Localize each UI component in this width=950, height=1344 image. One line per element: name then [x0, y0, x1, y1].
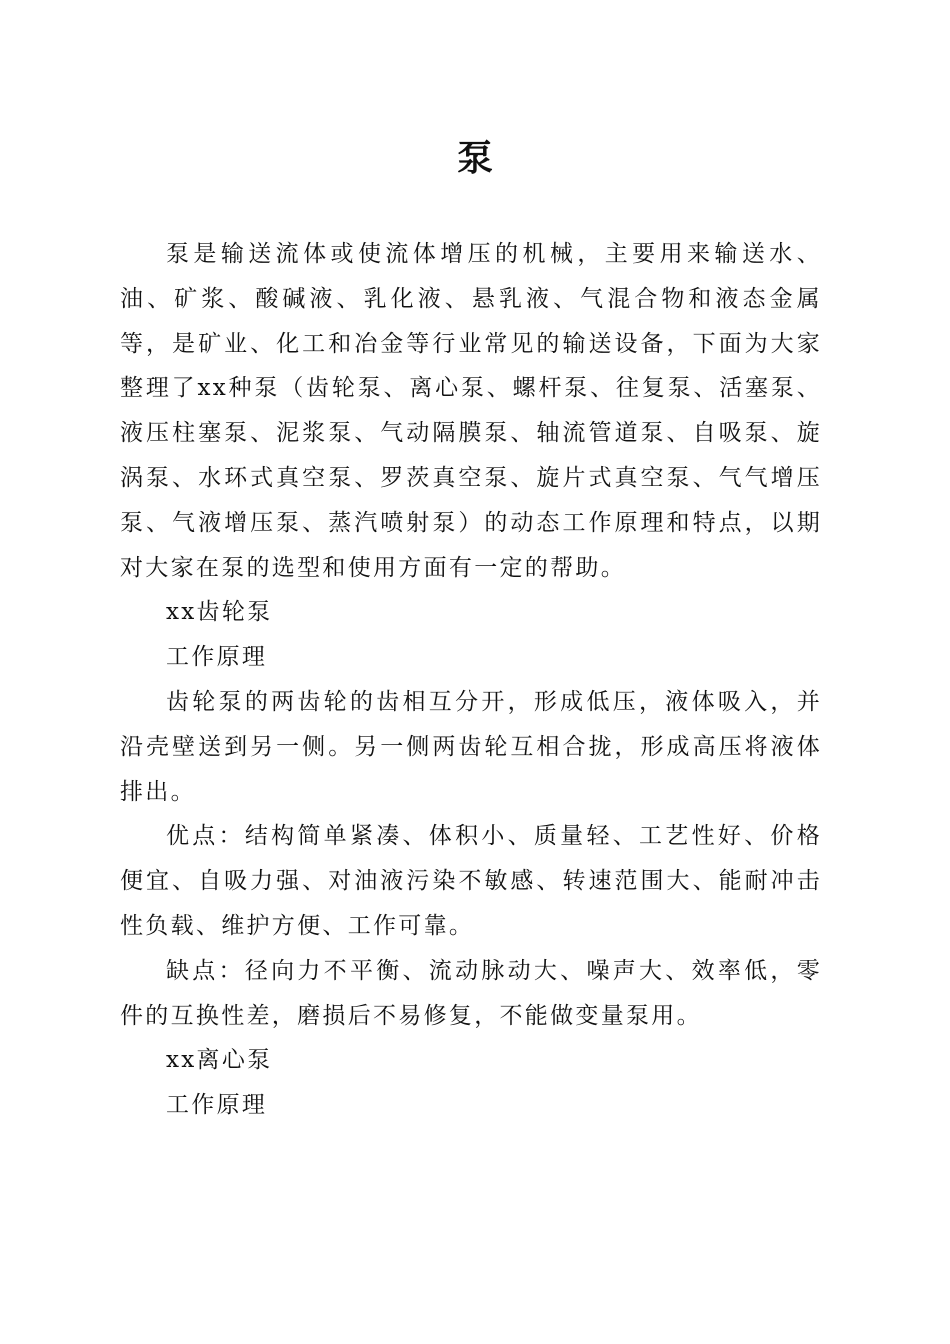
gear-pump-principle-paragraph: 齿轮泵的两齿轮的齿相互分开，形成低压，液体吸入，并沿壳壁送到另一侧。另一侧两齿轮互相合拢，形成高压将液体排出。	[120, 688, 822, 805]
intro-paragraph: 泵是输送流体或使流体增压的机械，主要用来输送水、油、矿浆、酸碱液、乳化液、悬乳液、气混合物和液态金属等，是矿业、化工和冶金等行业常见的输送设备，下面为大家整理了xx种泵（齿轮泵、离心泵、螺杆泵、往复泵、活塞泵、液压柱塞泵、泥浆泵、气动隔膜泵、轴流管道泵、自吸泵、旋涡泵、水环式真空泵、罗茨真空泵、旋片式真空泵、气气增压泵、气液增压泵、蒸汽喷射泵）的动态工作原理和特点，以期对大家在泵的选型和使用方面有一定的帮助。	[120, 241, 822, 581]
section-heading-gear-pump: xx齿轮泵	[166, 599, 273, 626]
document-body	[120, 232, 822, 1128]
document-title: 泵	[456, 137, 493, 179]
subheading-working-principle: 工作原理	[166, 644, 268, 671]
gear-pump-advantages-paragraph: 优点：结构简单紧凑、体积小、质量轻、工艺性好、价格便宜、自吸力强、对油液污染不敏感、转速范围大、能耐冲击性负载、维护方便、工作可靠。	[120, 823, 822, 939]
gear-pump-disadvantages-paragraph: 缺点：径向力不平衡、流动脉动大、噪声大、效率低，零件的互换性差，磨损后不易修复，不能做变量泵用。	[120, 957, 822, 1029]
section-heading-centrifugal-pump: xx离心泵	[166, 1047, 273, 1074]
subheading-working-principle: 工作原理	[166, 1092, 268, 1119]
